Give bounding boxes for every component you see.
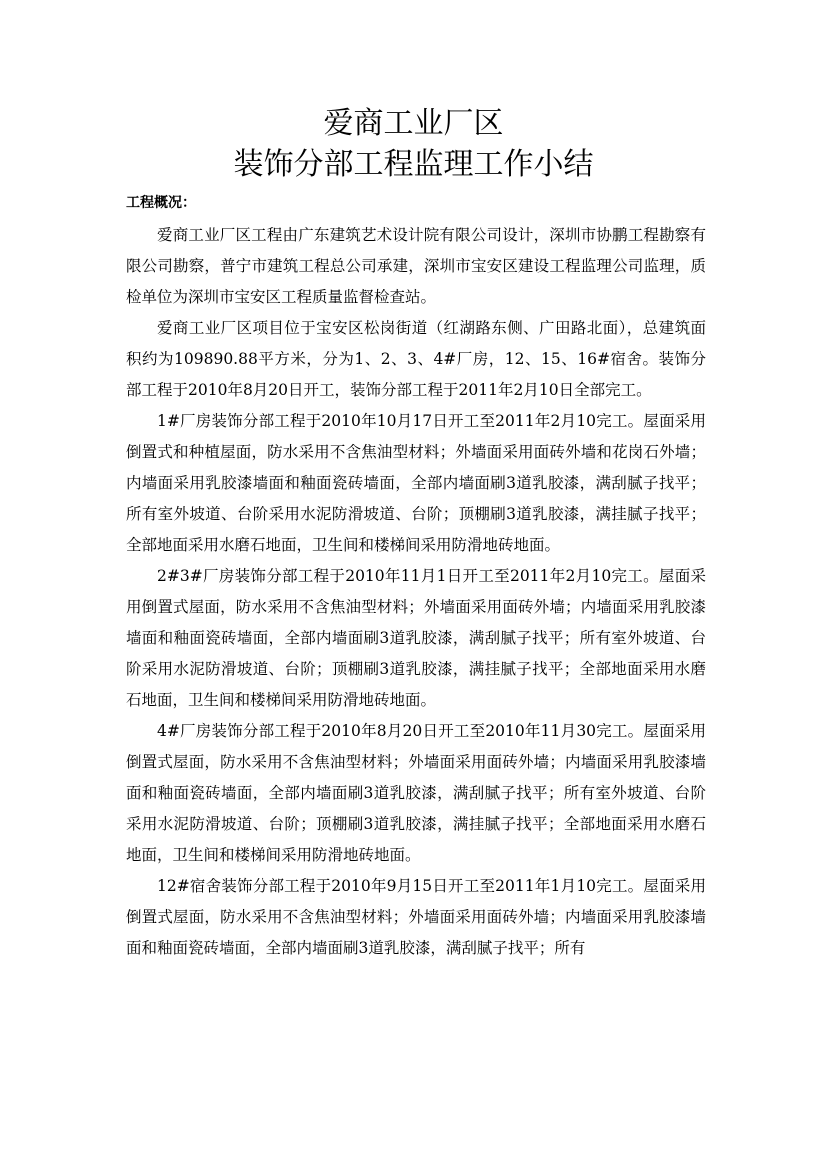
paragraph-factory-1: 1#厂房装饰分部工程于2010年10月17日开工至2011年2月10完工。屋面采用倒置式和种植屋面，防水采用不含焦油型材料；外墙面采用面砖外墙和花岗石外墙；内墙面采用乳胶漆墙面和釉面瓷砖墙面，全部内墙面刷3道乳胶漆，满刮腻子找平；所有室外坡道、台阶采用水泥防滑坡道、台阶；顶棚刷3道乳胶漆，满挂腻子找平；全部地面采用水磨石地面，卫生间和楼梯间采用防滑地砖地面。 [126, 412, 706, 554]
paragraph-project-parties: 爱商工业厂区工程由广东建筑艺术设计院有限公司设计，深圳市协鹏工程勘察有限公司勘察，普宁市建筑工程总公司承建，深圳市宝安区建设工程监理公司监理，质检单位为深圳市宝安区工程质量监督检查站。 [126, 226, 706, 306]
document-body [126, 220, 706, 964]
paragraph-dormitory-12: 12#宿舍装饰分部工程于2010年9月15日开工至2011年1月10完工。屋面采用倒置式屋面，防水采用不含焦油型材料；外墙面采用面砖外墙；内墙面采用乳胶漆墙面和釉面瓷砖墙面，全部内墙面刷3道乳胶漆，满刮腻子找平；所有 [126, 877, 706, 957]
paragraph-factory-4: 4#厂房装饰分部工程于2010年8月20日开工至2010年11月30完工。屋面采用倒置式屋面，防水采用不含焦油型材料；外墙面采用面砖外墙；内墙面采用乳胶漆墙面和釉面瓷砖墙面，全部内墙面刷3道乳胶漆，满刮腻子找平；所有室外坡道、台阶采用水泥防滑坡道、台阶；顶棚刷3道乳胶漆，满挂腻子找平；全部地面采用水磨石地面，卫生间和楼梯间采用防滑地砖地面。 [126, 722, 706, 864]
paragraph-project-location: 爱商工业厂区项目位于宝安区松岗街道（红湖路东侧、广田路北面），总建筑面积约为109890.88平方米，分为1、2、3、4#厂房，12、15、16#宿舍。装饰分部工程于2010年8月20日开工，装饰分部工程于2011年2月10日全部完工。 [126, 319, 706, 399]
section-heading-overview: 工程概况： [126, 195, 196, 211]
paragraph-factory-2-3: 2#3#厂房装饰分部工程于2010年11月1日开工至2011年2月10完工。屋面采用倒置式屋面，防水采用不含焦油型材料；外墙面采用面砖外墙；内墙面采用乳胶漆墙面和釉面瓷砖墙面，全部内墙面刷3道乳胶漆，满刮腻子找平；所有室外坡道、台阶采用水泥防滑坡道、台阶；顶棚刷3道乳胶漆，满挂腻子找平；全部地面采用水磨石地面，卫生间和楼梯间采用防滑地砖地面。 [126, 567, 706, 709]
document-title: 爱商工业厂区 [323, 106, 504, 141]
document-subtitle: 装饰分部工程监理工作小结 [233, 147, 594, 182]
